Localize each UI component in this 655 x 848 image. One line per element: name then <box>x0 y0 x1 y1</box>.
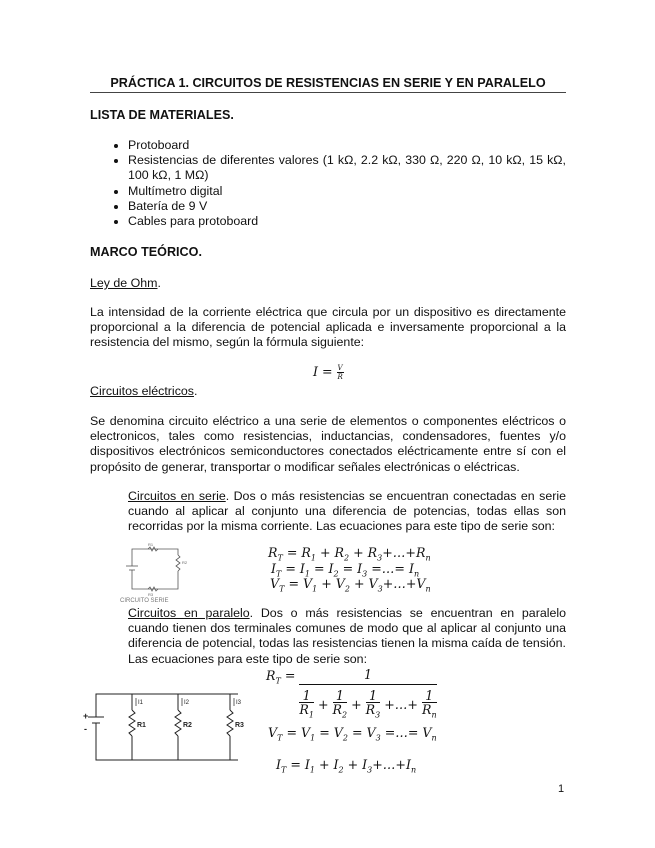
series-label-r2: R2 <box>182 560 188 565</box>
parallel-text: Circuitos en paralelo. Dos o más resistencias se encuentran en paralelo cuando tienen dos terminales comunes de modo que al aplicar al conjunto una diferencia de potencial, todas las resistencias tienen la misma caída de tensión. Las ecuaciones para este tipo de serie son: <box>128 606 567 666</box>
circuits-title: Circuitos eléctricos. <box>90 384 198 398</box>
circuits-text: Se denomina circuito eléctrico a una serie de elementos o componentes eléctricos o electronicos, tales como resistencias, inductancias, condensadores, fuentes y/o dispositivos electrónicos semiconductores conectados eléctricamente entre sí con el propósito de generar, transportar o modificar señales electrónicas o eléctricas. <box>90 414 566 474</box>
series-eq-resistance: $R_T = R_1 + R_2$ + $R_3+\dots+R_n$ <box>268 545 431 563</box>
parallel-label-r1: R1 <box>137 722 146 729</box>
parallel-current-i2: I2 <box>184 700 190 706</box>
series-circuit-diagram <box>118 541 214 605</box>
parallel-eq-current: $I_T = I_1 + I_2$ + $I_3+\dots+I_n$ <box>276 757 417 775</box>
materials-heading: LISTA DE MATERIALES. <box>90 108 234 122</box>
materials-list <box>90 138 566 229</box>
ohm-formula: I = $\frac{V}{R}$ <box>313 364 343 381</box>
parallel-circuit-diagram <box>80 690 252 766</box>
list-item: • Resistencias de diferentes valores (1 kΩ, 2.2 kΩ, 330 Ω, 220 Ω, 10 kΩ, 15 kΩ, 100 kΩ, 1 MΩ) <box>128 153 566 183</box>
series-eq-current: $I_T = I_1 = I_2 = I_3$ =…= $I_n$ <box>271 561 420 579</box>
series-eq-voltage: $V_T = V_1 + V_2$ + $V_3+\dots+V_n$ <box>270 576 431 594</box>
series-label-r1: R1 <box>148 542 154 547</box>
parallel-current-i1: I1 <box>138 700 144 706</box>
parallel-eq-voltage: $V_T = V_1 = V_2 = V_3$ =…= $V_n$ <box>268 725 437 743</box>
list-item: • Protoboard <box>128 138 566 153</box>
parallel-eq-resistance: $R_T$ = 1 $\frac{1}{R_1}$ + $\frac{1}{R_2}$ + $\frac{1}{R_3}$ +…+ $\frac{1}{R_n}$ <box>266 667 437 720</box>
theory-heading: MARCO TEÓRICO. <box>90 245 202 259</box>
parallel-current-i3: I3 <box>236 700 242 706</box>
battery-minus: - <box>84 724 87 734</box>
page-title: PRÁCTICA 1. CIRCUITOS DE RESISTENCIAS EN SERIE Y EN PARALELO <box>90 76 566 93</box>
page-number: 1 <box>558 783 565 795</box>
ohm-law-text: La intensidad de la corriente eléctrica que circula por un dispositivo es directamente proporcional a la diferencia de potencial aplicada e inversamente proporcional a la resistencia del mismo, según la fórmula siguiente: <box>90 305 566 350</box>
series-label-r3: R3 <box>148 592 154 597</box>
series-text: Circuitos en serie. Dos o más resistencias se encuentran conectadas en serie cuando al aplicar al conjunto una diferencia de potencias, todas ellas son recorridas por la misma corriente. Las ecuaciones para este tipo de serie son: <box>128 489 566 534</box>
series-caption: CIRCUITO SERIE <box>120 598 169 604</box>
list-item: • Cables para protoboard <box>128 214 566 229</box>
ohm-law-title: Ley de Ohm. <box>90 276 161 290</box>
parallel-label-r2: R2 <box>183 722 192 729</box>
list-item: • Batería de 9 V <box>128 199 566 214</box>
battery-plus: + <box>83 711 89 721</box>
parallel-label-r3: R3 <box>235 722 244 729</box>
list-item: • Multímetro digital <box>128 184 566 199</box>
